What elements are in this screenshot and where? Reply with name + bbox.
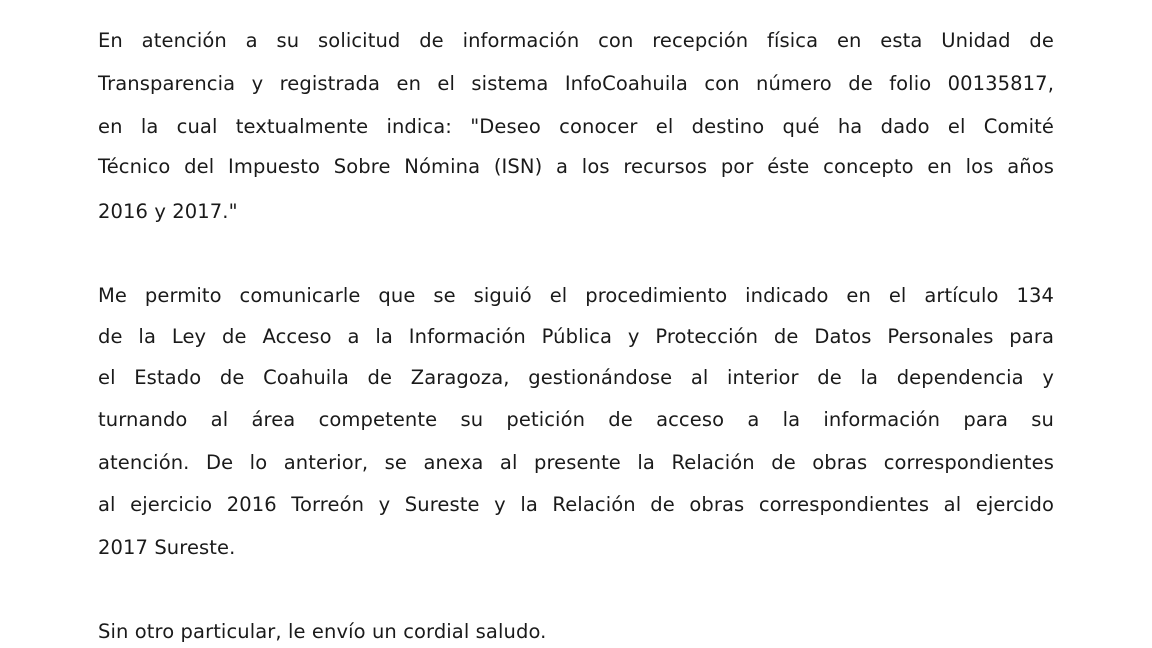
paragraph-2-line-4: turnando al área competente su petición de acceso a la información para su [98, 408, 1054, 431]
closing-salutation: Sin otro particular, le envío un cordial saludo. [98, 620, 547, 643]
paragraph-2-line-6: al ejercicio 2016 Torreón y Sureste y la Relación de obras correspondientes al ejercido [98, 493, 1054, 516]
paragraph-2-line-1: Me permito comunicarle que se siguió el procedimiento indicado en el artículo 134 [98, 284, 1054, 307]
paragraph-2-line-2: de la Ley de Acceso a la Información Pública y Protección de Datos Personales para [98, 325, 1054, 348]
paragraph-1-line-5: 2016 y 2017." [98, 200, 238, 223]
paragraph-1-line-3: en la cual textualmente indica: "Deseo conocer el destino qué ha dado el Comité [98, 115, 1054, 138]
paragraph-2-line-5: atención. De lo anterior, se anexa al presente la Relación de obras correspondientes [98, 451, 1054, 474]
paragraph-1-line-2: Transparencia y registrada en el sistema InfoCoahuila con número de folio 00135817, [98, 72, 1054, 95]
paragraph-2-line-7: 2017 Sureste. [98, 536, 236, 559]
paragraph-2-line-3: el Estado de Coahuila de Zaragoza, gestionándose al interior de la dependencia y [98, 366, 1054, 389]
paragraph-1-line-4: Técnico del Impuesto Sobre Nómina (ISN) a los recursos por éste concepto en los años [98, 155, 1054, 178]
paragraph-1-line-1: En atención a su solicitud de información con recepción física en esta Unidad de [98, 29, 1054, 52]
